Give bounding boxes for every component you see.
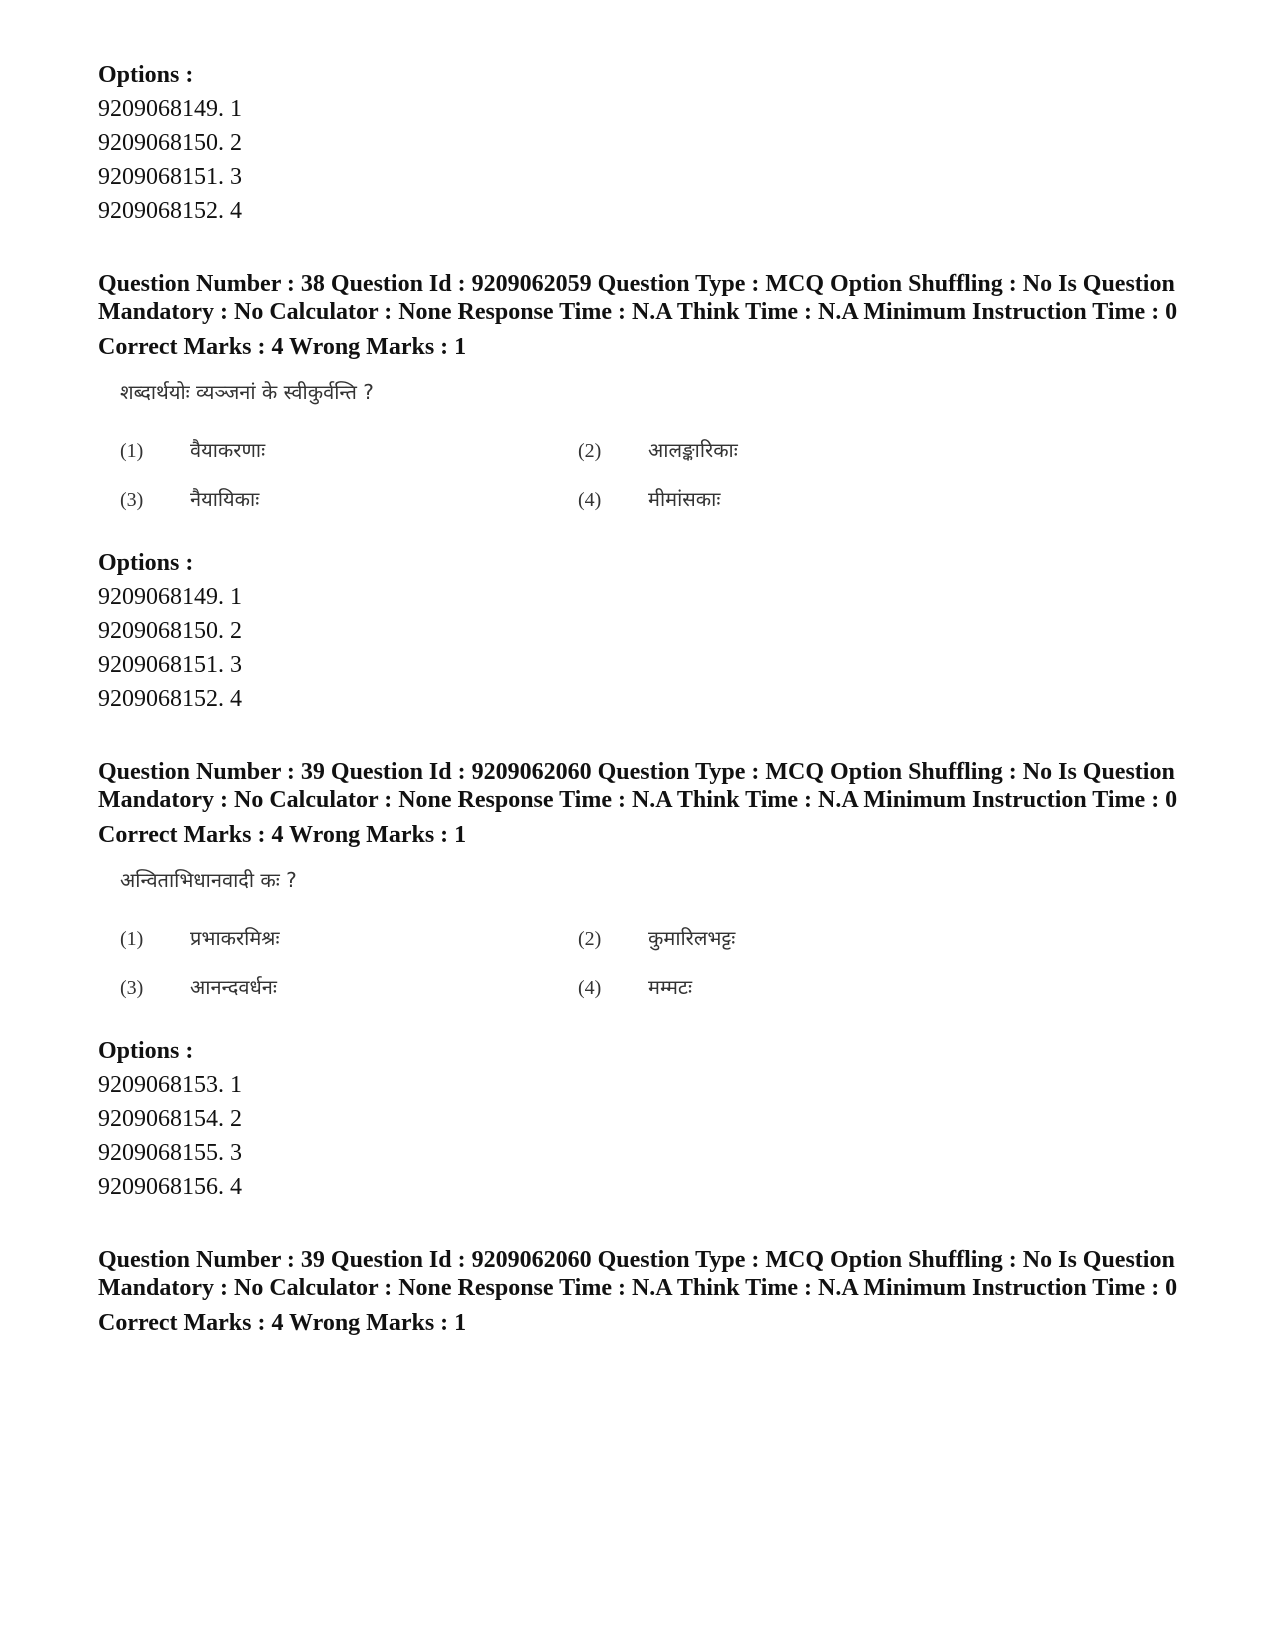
- option-item: 9209068149. 1: [98, 584, 242, 610]
- choice-text: आलङ्कारिकाः: [648, 438, 738, 462]
- options-list: [98, 580, 1178, 716]
- marks-line: Correct Marks : 4 Wrong Marks : 1: [98, 822, 467, 848]
- question-text: अन्विताभिधानवादी कः ?: [120, 868, 297, 892]
- option-item: 9209068154. 2: [98, 1106, 242, 1132]
- options-label: Options :: [98, 550, 194, 576]
- option-item: 9209068152. 4: [98, 198, 242, 224]
- choice-text: नैयायिकाः: [190, 487, 260, 511]
- marks-line: Correct Marks : 4 Wrong Marks : 1: [98, 1310, 467, 1336]
- choice-text: वैयाकरणाः: [190, 438, 266, 462]
- question-39: [98, 758, 1178, 1204]
- option-item: 9209068150. 2: [98, 618, 242, 644]
- choice-2: [578, 924, 735, 951]
- option-item: 9209068150. 2: [98, 130, 242, 156]
- option-item: 9209068156. 4: [98, 1174, 242, 1200]
- choice-4: [578, 973, 692, 1000]
- choice-number: (1): [120, 928, 144, 950]
- choice-1: [120, 924, 280, 951]
- document-page: [98, 58, 1178, 1340]
- choice-3: [120, 485, 259, 512]
- question-39-repeat: [98, 1246, 1178, 1340]
- question-header: Question Number : 39 Question Id : 9209062060 Question Type : MCQ Option Shuffling : No Is Question Mandatory : No Calculator : None Response Time : N.A Think Time : N.A Minimum Instruction Time : 0: [98, 759, 1178, 813]
- marks-line: Correct Marks : 4 Wrong Marks : 1: [98, 334, 467, 360]
- question-body: [98, 368, 1178, 540]
- option-item: 9209068151. 3: [98, 164, 242, 190]
- choice-3: [120, 973, 277, 1000]
- choice-text: आनन्दवर्धनः: [190, 975, 277, 999]
- choice-4: [578, 485, 720, 512]
- choice-text: मम्मटः: [648, 975, 693, 999]
- option-item: 9209068152. 4: [98, 686, 242, 712]
- options-list: [98, 1068, 1178, 1204]
- choice-1: [120, 436, 265, 463]
- choice-text: कुमारिलभट्टः: [648, 926, 736, 950]
- option-item: 9209068149. 1: [98, 96, 242, 122]
- options-label: Options :: [98, 1038, 194, 1064]
- question-body: [98, 856, 1178, 1028]
- choice-number: (3): [120, 977, 144, 999]
- choice-number: (2): [578, 928, 602, 950]
- choice-number: (4): [578, 977, 602, 999]
- option-item: 9209068151. 3: [98, 652, 242, 678]
- option-item: 9209068155. 3: [98, 1140, 242, 1166]
- choice-number: (1): [120, 440, 144, 462]
- options-label: Options :: [98, 62, 194, 88]
- choice-text: मीमांसकाः: [648, 487, 721, 511]
- question-header: Question Number : 39 Question Id : 9209062060 Question Type : MCQ Option Shuffling : No Is Question Mandatory : No Calculator : None Response Time : N.A Think Time : N.A Minimum Instruction Time : 0: [98, 1247, 1178, 1301]
- choice-number: (3): [120, 489, 144, 511]
- question-header: Question Number : 38 Question Id : 9209062059 Question Type : MCQ Option Shuffling : No Is Question Mandatory : No Calculator : None Response Time : N.A Think Time : N.A Minimum Instruction Time : 0: [98, 271, 1178, 325]
- question-text: शब्दार्थयोः व्यञ्जनां के स्वीकुर्वन्ति ?: [120, 380, 374, 404]
- choice-2: [578, 436, 738, 463]
- choice-number: (2): [578, 440, 602, 462]
- choice-number: (4): [578, 489, 602, 511]
- options-list: [98, 92, 1178, 228]
- question-38: [98, 270, 1178, 716]
- option-item: 9209068153. 1: [98, 1072, 242, 1098]
- options-block-previous: [98, 58, 1178, 228]
- choice-text: प्रभाकरमिश्रः: [190, 926, 280, 950]
